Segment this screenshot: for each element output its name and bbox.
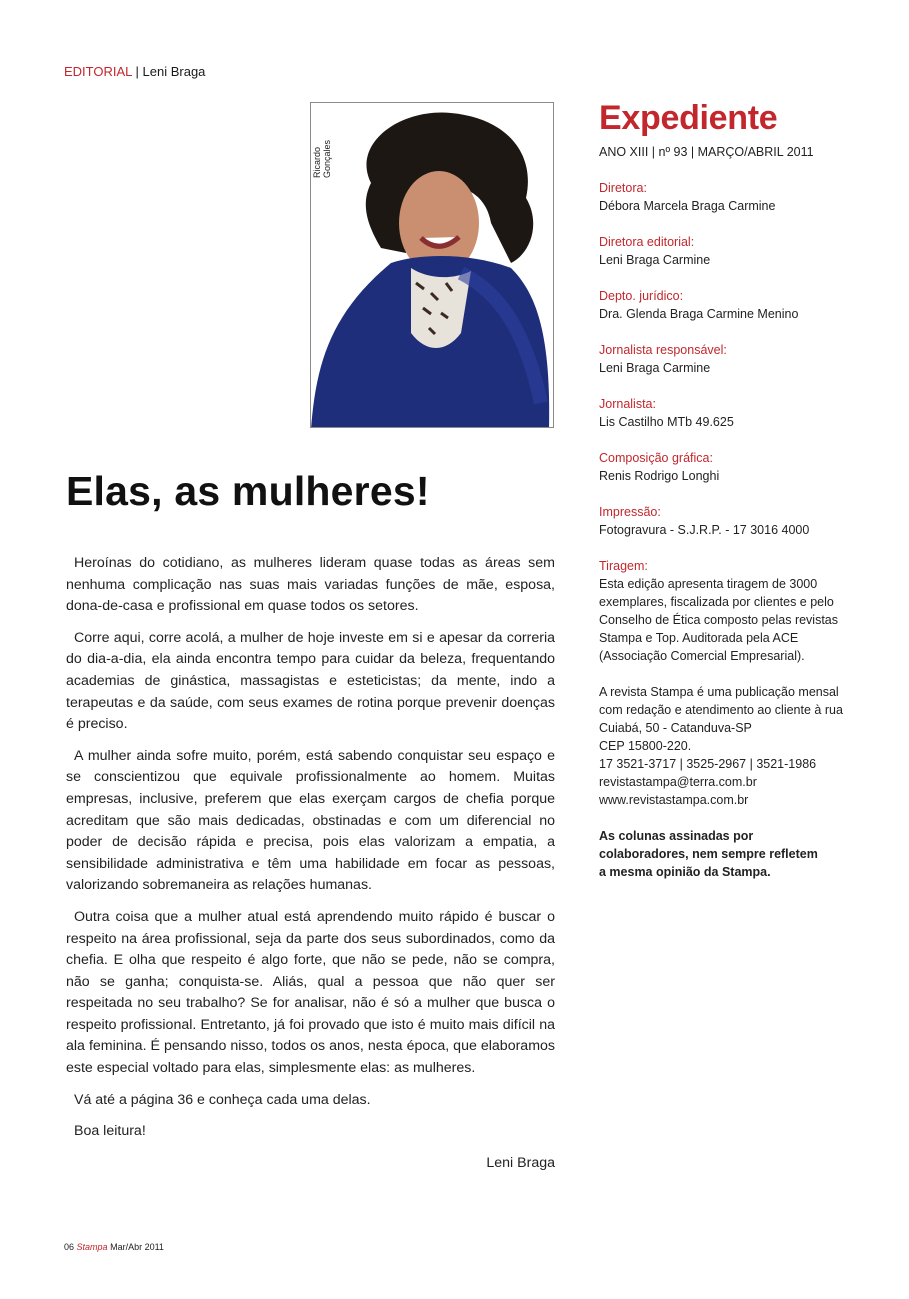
footer-date: Mar/Abr 2011 [110, 1242, 164, 1252]
staff-entry [599, 557, 849, 665]
staff-name: Dra. Glenda Braga Carmine Menino [599, 307, 799, 321]
staff-role: Jornalista: [599, 397, 656, 411]
staff-name: Fotogravura - S.J.R.P. - 17 3016 4000 [599, 523, 810, 537]
article-paragraph: Vá até a página 36 e conheça cada uma delas. [74, 1091, 371, 1108]
disclaimer-line: colaboradores, nem sempre refletem [599, 847, 818, 861]
staff-entry [599, 233, 849, 269]
phone-numbers: 17 3521-3717 | 3525-2967 | 3521-1986 [599, 757, 817, 771]
info-line: Cuiabá, 50 - Catanduva-SP [599, 721, 752, 735]
expediente-title: Expediente [599, 99, 778, 137]
staff-role: Impressão: [599, 505, 661, 519]
staff-role: Depto. jurídico: [599, 289, 684, 303]
portrait-illustration [311, 103, 554, 428]
author-photo [310, 102, 554, 428]
staff-name: Débora Marcela Braga Carmine [599, 199, 776, 213]
email-address: revistastampa@terra.com.br [599, 775, 757, 789]
footer-brand: Stampa [76, 1242, 108, 1252]
publication-info [599, 683, 849, 809]
staff-entry [599, 449, 849, 485]
expediente-column [599, 98, 849, 881]
info-line: com redação e atendimento ao cliente à rua [599, 703, 843, 717]
staff-name: Leni Braga Carmine [599, 361, 711, 375]
header-author: Leni Braga [142, 64, 206, 79]
staff-entry [599, 395, 849, 431]
disclaimer-line: a mesma opinião da Stampa. [599, 865, 771, 879]
photo-credit: Ricardo Gonçales [312, 139, 332, 178]
section-header [64, 64, 205, 79]
issue-info: ANO XIII | nº 93 | MARÇO/ABRIL 2011 [599, 145, 814, 159]
staff-entry [599, 341, 849, 377]
disclaimer [599, 827, 849, 881]
article-paragraph: Heroínas do cotidiano, as mulheres lideram quase todas as áreas sem nenhuma complicação nas suas mais variadas funções de mãe, esposa, dona-de-casa e profissional em quase todos os setores. [66, 555, 555, 615]
staff-entry [599, 179, 849, 215]
staff-role: Composição gráfica: [599, 451, 713, 465]
article-body [66, 553, 555, 1184]
staff-name: Lis Castilho MTb 49.625 [599, 415, 734, 429]
staff-name: Renis Rodrigo Longhi [599, 469, 720, 483]
section-label: EDITORIAL [64, 64, 132, 79]
page-number: 06 [64, 1242, 75, 1252]
article-signature: Leni Braga [486, 1154, 555, 1171]
staff-role: Tiragem: [599, 559, 648, 573]
staff-role: Diretora: [599, 181, 647, 195]
info-line: A revista Stampa é uma publicação mensal [599, 685, 839, 699]
staff-role: Jornalista responsável: [599, 343, 727, 357]
header-separator: | [131, 64, 143, 79]
article-paragraph: Corre aqui, corre acolá, a mulher de hoje investe em si e apesar da correria do dia-a-dia, ela ainda encontra tempo para cuidar da beleza, frequentando academias de ginástica, massagistas e esteticistas; da mente, indo a terapeutas e da saúde, com seus exames de rotina porque prevenir doenças é preciso. [66, 629, 555, 733]
staff-entry [599, 503, 849, 539]
page-footer [64, 1242, 164, 1252]
staff-role: Diretora editorial: [599, 235, 695, 249]
staff-entry [599, 287, 849, 323]
article-title: Elas, as mulheres! [66, 468, 430, 514]
article-paragraph: Outra coisa que a mulher atual está aprendendo muito rápido é buscar o respeito na área profissional, seja da parte dos seus subordinados, como da chefia. E olha que respeito é algo forte, que não se pede, não se compra, não se ganha; conquista-se. Aliás, qual a pessoa que não quer ser respeitada no seu trabalho? Se for analisar, não é só a mulher que busca o respeito profissional. Entretanto, já foi provado que isto é muito mais difícil na ala feminina. É pensando nisso, todos os anos, nesta época, que elaboramos este especial voltado para elas, simplesmente elas: as mulheres. [66, 908, 555, 1077]
website-url: www.revistastampa.com.br [599, 793, 749, 807]
staff-name: Leni Braga Carmine [599, 253, 711, 267]
disclaimer-line: As colunas assinadas por [599, 829, 754, 843]
tiragem-text: Esta edição apresenta tiragem de 3000 exemplares, fiscalizada por clientes e pelo Conselho de Ética composto pelas revistas Stampa e Top. Auditorada pela ACE (Associação Comercial Empresarial). [599, 577, 839, 663]
article-paragraph: Boa leitura! [74, 1123, 146, 1140]
article-paragraph: A mulher ainda sofre muito, porém, está sabendo conquistar seu espaço e se conscientizou que equivale profissionalmente ao homem. Muitas empresas, inclusive, preferem que elas exerçam cargos de chefia porque acreditam que são mais dedicadas, obstinadas e com um diferencial no poder de decisão rápida e precisa, pois elas valorizam a empatia, a sensibilidade administrativa e têm uma habilidade em focar as pessoas, valorizando sobremaneira as relações humanas. [66, 747, 555, 894]
info-line: CEP 15800-220. [599, 739, 692, 753]
